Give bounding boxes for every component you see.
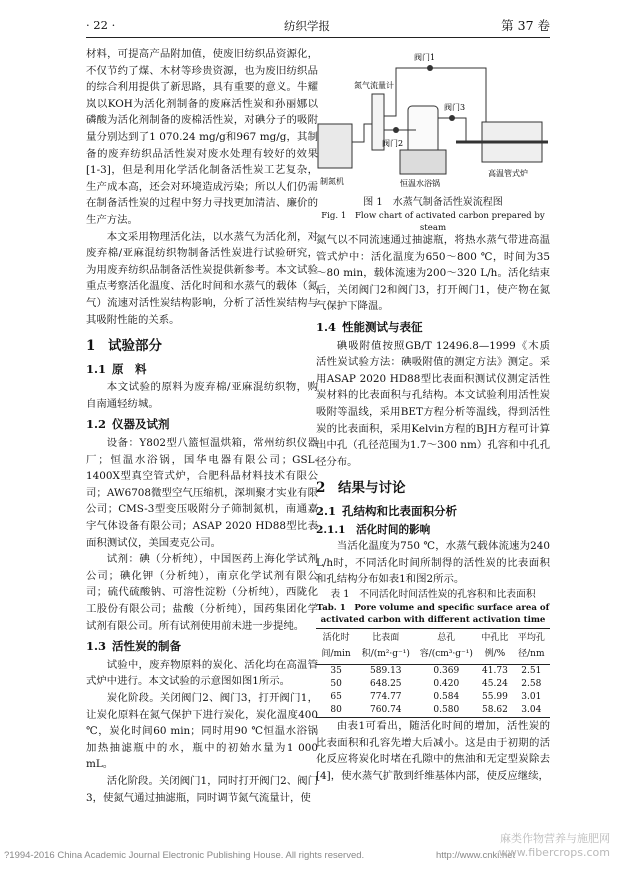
table-caption-en: Tab. 1 Pore volume and specific surface area of activated carbon with different activation time [316, 602, 550, 625]
valve-1-icon [427, 65, 433, 71]
section-number: 1.4 [316, 319, 337, 334]
section-title: 原 料 [112, 361, 147, 376]
table-cell: 0.584 [433, 692, 460, 703]
table-cell: 55.99 [482, 692, 508, 703]
valve-1-label: 阀门1 [414, 53, 436, 62]
table-cell: 2.51 [521, 666, 542, 677]
table-row [316, 678, 550, 691]
table-cell: 35 [330, 666, 342, 677]
table-header-cell: 中孔比例/% [477, 628, 512, 664]
valve-2-label: 阀门2 [382, 139, 404, 148]
table-header-cell: 平均孔径/nm [513, 628, 550, 664]
section-title: 试验部分 [108, 338, 162, 355]
table-row [316, 691, 550, 704]
section-title: 活化时间的影响 [356, 523, 431, 536]
table-cell: 589.13 [370, 666, 402, 677]
table-row [316, 665, 550, 679]
table-cell: 0.580 [415, 704, 477, 718]
section-number: 1.2 [86, 417, 107, 432]
furnace-label: 高温管式炉 [488, 169, 528, 178]
section-2-1-heading [316, 503, 550, 520]
section-title: 性能测试与表征 [342, 319, 423, 334]
activation-time-paragraph: 当活化温度为750 ℃，水蒸气载体流速为240 L/h时，不同活化时间所制得的活性炭的比表面积和孔结构分布如表1和图2所示。 [316, 540, 550, 586]
section-title: 仪器及试剂 [112, 417, 170, 432]
left-column [86, 46, 318, 806]
valve-3-icon [449, 115, 455, 121]
watermark-line-2: www.fibercrops.com [498, 846, 610, 859]
table-cell: 50 [330, 679, 342, 690]
nitrogen-generator-label: 制氮机 [320, 177, 344, 186]
figure-caption-cn: 图 1 水蒸气制备活性炭流程图 [363, 197, 503, 208]
section-1-heading [86, 338, 318, 355]
table-cell: 80 [316, 704, 356, 718]
section-1-1-heading [86, 361, 318, 378]
table-cell: 3.01 [521, 692, 542, 703]
pipe [352, 124, 372, 142]
section-2-heading [316, 480, 550, 497]
table-body [316, 665, 550, 718]
volume-label: 第 37 卷 [501, 18, 550, 33]
table-cell: 65 [330, 692, 342, 703]
page-number: · 22 · [86, 18, 116, 32]
intro-paragraph-1: 材料，可提高产品附加值，使废旧纺织品资源化，不仅节约了煤、木材等珍贵资源，也为废旧纺织品的综合利用提供了新思路，具有重要的意义。牛耀岚以KOH为活化剂制备的废麻活性炭和孙丽娜以磷酸为活化剂制备的废棉活性炭，对碘分子的吸附量分别达到了1 070.24 mg/g和967 mg/g，其制备的废弃纺织品活性炭对废水处理有较好的效果[1-3]，但是利用化学活化制备活性炭工艺复杂，生产成本高，还会对环境造成污染；所以人们仍需在制备活性炭的过程中努力寻找更加清洁、廉价的生产方法。 [86, 48, 318, 226]
table-header-row [316, 628, 550, 664]
intro-paragraph-2: 本文采用物理活化法，以水蒸气为活化剂，对废弃棉/亚麻混纺织物制备活性炭进行试验研究，为用废弃纺织品制备活性炭提供新参考。本文试验重点考察活化温度、活化时间和水蒸气的载体（氮气）流速对活性炭结构影响，分析了活性炭结构与其吸附性能的关系。 [86, 230, 318, 326]
section-1-2-heading [86, 416, 318, 433]
figure-caption-en: Fig. 1 Flow chart of activated carbon prepared by steam [321, 211, 545, 233]
section-number: 2.1 [316, 503, 337, 518]
header-rule [86, 37, 550, 38]
preparation-paragraph-2: 炭化阶段。关闭阀门2、阀门3，打开阀门1，让炭化原料在氮气保护下进行炭化，炭化温度400 ℃，炭化时间60 min；同时用90 ℃恒温水浴锅加热抽滤瓶中的水，瓶中的初始水量为1 000 mL。 [86, 691, 318, 771]
reagents-paragraph: 试剂：碘（分析纯），中国医药上海化学试剂公司；碘化钾（分析纯），南京化学试剂有限公司；硫代硫酸钠、可溶性淀粉（分析纯），西陇化工股份有限公司；盐酸（分析纯），国药集团化学试剂有限公司。所有试剂使用前未进一步提纯。 [86, 553, 318, 632]
activation-paragraph: 氮气以不同流速通过抽滤瓶，将热水蒸气带进高温管式炉中：活化温度为650～800 ℃，时间为35～80 min，载体流速为200～320 L/h。活化结束后，关闭阀门2和阀门3，打开阀门1，使产物在氮气保护下降温。 [316, 234, 550, 313]
section-1-3-heading [86, 638, 318, 655]
table-cell: 3.04 [513, 704, 550, 718]
section-number: 2 [316, 480, 326, 497]
valve-3-label: 阀门3 [444, 103, 466, 112]
table-cell: 41.73 [482, 666, 508, 677]
pipe-to-furnace [438, 118, 466, 142]
table-cell: 774.77 [370, 692, 402, 703]
footer-url: http://www.cnki.net [436, 850, 516, 861]
journal-name: 纺织学报 [284, 19, 330, 33]
watermark [499, 832, 610, 860]
water-bath [400, 150, 446, 174]
preparation-paragraph-3: 活化阶段。关闭阀门1，同时打开阀门2、阀门3，使氮气通过抽滤瓶，同时调节氮气流量计，使 [86, 774, 318, 804]
preparation-paragraph-1: 试验中，废弃物原料的炭化、活化均在高温管式炉中进行。本文试验的示意图如图1所示。 [86, 658, 318, 688]
nitrogen-generator [318, 124, 352, 168]
section-2-1-1-heading [316, 522, 550, 539]
section-number: 1.3 [86, 639, 107, 654]
table-cell: 45.24 [482, 679, 508, 690]
table-1 [316, 628, 550, 718]
watermark-line-1: 麻类作物营养与施肥网 [500, 832, 610, 845]
table-cell: 760.74 [356, 704, 415, 718]
water-bath-label: 恒温水浴锅 [400, 179, 440, 188]
section-number: 2.1.1 [316, 523, 346, 536]
table-row [316, 704, 550, 718]
flow-meter-label: 氮气流量计 [354, 81, 394, 90]
table-cell: 2.58 [521, 679, 542, 690]
right-column [316, 46, 550, 784]
section-number: 1.1 [86, 361, 107, 376]
copyright-text: ?1994-2016 China Academic Journal Electronic Publishing House. All rights reserved. [4, 850, 365, 861]
section-number: 1 [86, 338, 96, 355]
section-1-4-heading [316, 319, 550, 336]
steam-flow-diagram [316, 46, 548, 196]
testing-paragraph: 碘吸附值按照GB/T 12496.8—1999《木质活性炭试验方法：碘吸附值的测定方法》测定。采用ASAP 2020 HD88型比表面积测试仪测定活性炭材料的比表面积与孔结构。本文试验利用活性炭吸附等温线，采用BET方程分析等温线，得到活性炭的比表面积，采用Kelvin方程的BJH方程可计算出中孔（孔径范围为1.7～300 nm）孔容和中孔孔径分布。 [316, 339, 550, 468]
table-caption-cn: 表 1 不同活化时间活性炭的孔容积和比表面积 [330, 588, 536, 600]
table-header-cell: 比表面积/(m²·g⁻¹) [356, 628, 415, 664]
valve-2-icon [393, 127, 399, 133]
table-cell: 0.369 [433, 666, 460, 677]
section-title: 结果与讨论 [338, 480, 406, 497]
analysis-paragraph: 由表1可看出，随活化时间的增加，活性炭的比表面积和孔容先增大后减小。这是由于初期的活化反应将炭化时堵在孔隙中的焦油和无定型炭除去[4]，使水蒸气扩散到纤维基体内部，使反应继续， [316, 720, 550, 782]
table-cell: 0.420 [433, 679, 460, 690]
section-title: 孔结构和比表面积分析 [342, 503, 458, 518]
materials-paragraph: 本文试验的原料为废弃棉/亚麻混纺织物，购自南通轻纺城。 [86, 381, 318, 410]
table-header-cell: 活化时间/min [316, 628, 356, 664]
equipment-paragraph: 设备：Y802型八篮恒温烘箱，常州纺织仪器厂；恒温水浴锅，国华电器有限公司；GSL-1400X型真空管式炉，合肥科晶材料技术有限公司；AW6708微型空气压缩机，深圳聚才实业有限公司；CMS-3型变压吸附分子筛制氮机，南通嘉宇气体设备有限公司；ASAP 2020 HD88型比表面积测试仪，美国麦克公司。 [86, 437, 318, 549]
table-cell: 648.25 [370, 679, 402, 690]
figure-1 [316, 46, 550, 232]
table-cell: 58.62 [477, 704, 512, 718]
table-header-cell: 总孔容/(cm³·g⁻¹) [415, 628, 477, 664]
section-title: 活性炭的制备 [112, 639, 182, 654]
